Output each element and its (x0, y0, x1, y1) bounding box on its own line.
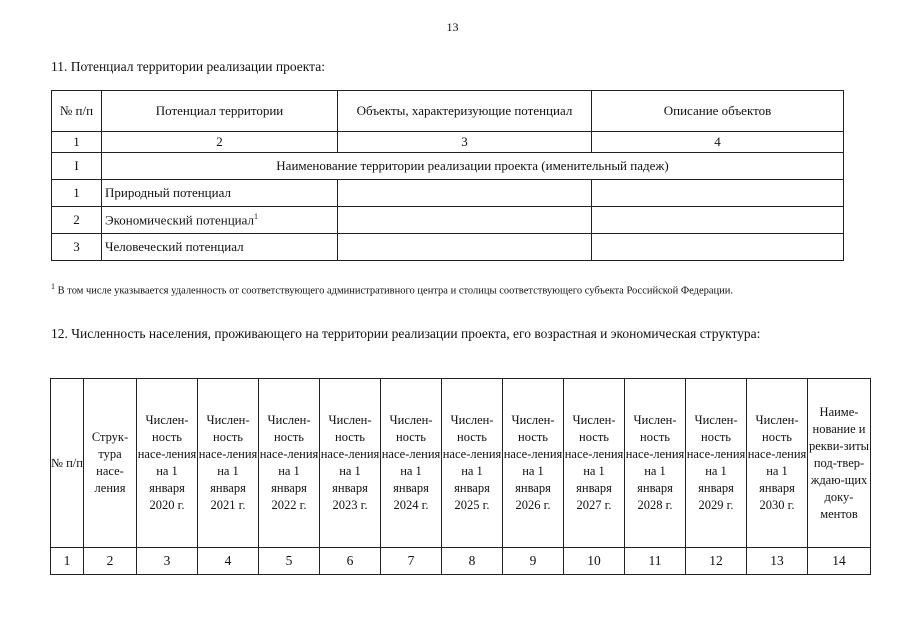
column-number: 4 (592, 132, 844, 153)
header-cell: Описание объектов (592, 91, 844, 132)
header-cell: Числен-ность насе-ления на 1 января 2021 г. (198, 379, 259, 548)
row-number: 3 (52, 234, 102, 261)
territory-number: I (52, 153, 102, 180)
header-cell: Числен-ность насе-ления на 1 января 2024 г. (381, 379, 442, 548)
section-11-heading: 11. Потенциал территории реализации проекта: (51, 59, 325, 74)
page-number: 13 (446, 20, 459, 34)
column-number: 2 (102, 132, 338, 153)
table-header-row (52, 91, 844, 132)
footnote-text: В том числе указывается удаленность от соответствующего административного центра и столицы соответствующего субъекта Российской Федерации. (55, 285, 734, 297)
column-number: 1 (52, 132, 102, 153)
header-cell: Числен-ность насе-ления на 1 января 2027 г. (564, 379, 625, 548)
row-number: 2 (52, 207, 102, 234)
territory-potential-table (51, 90, 844, 261)
header-cell: Числен-ность насе-ления на 1 января 2025 г. (442, 379, 503, 548)
column-number-row (51, 548, 871, 575)
row-label-text: Природный потенциал (105, 185, 231, 200)
table-row (52, 207, 844, 234)
header-cell: Числен-ность насе-ления на 1 января 2020 г. (137, 379, 198, 548)
row-number: 1 (52, 180, 102, 207)
column-number: 4 (198, 548, 259, 575)
header-cell: Наиме-нование и рекви-зиты под-твер-ждаю-щих доку-ментов (808, 379, 871, 548)
empty-cell (338, 234, 592, 261)
column-number: 9 (503, 548, 564, 575)
row-label (102, 207, 338, 234)
row-label-text: Экономический потенциал (105, 212, 254, 228)
row-label (102, 234, 338, 261)
footnote-reference: 1 (254, 211, 258, 221)
empty-cell (338, 207, 592, 234)
column-number: 2 (84, 548, 137, 575)
column-number: 13 (747, 548, 808, 575)
table-header-row (51, 379, 871, 548)
empty-cell (592, 180, 844, 207)
header-cell: № п/п (51, 379, 84, 548)
population-table (50, 378, 871, 575)
footnote-mark: 1 (51, 282, 55, 291)
column-number-row (52, 132, 844, 153)
row-label-text: Человеческий потенциал (105, 239, 244, 254)
territory-row (52, 153, 844, 180)
column-number: 10 (564, 548, 625, 575)
header-cell: Числен-ность насе-ления на 1 января 2030 г. (747, 379, 808, 548)
territory-name-cell: Наименование территории реализации проекта (именительный падеж) (102, 153, 844, 180)
column-number: 7 (381, 548, 442, 575)
column-number: 6 (320, 548, 381, 575)
header-cell: Числен-ность насе-ления на 1 января 2028 г. (625, 379, 686, 548)
column-number: 3 (338, 132, 592, 153)
header-cell: Струк-тура насе-ления (84, 379, 137, 548)
header-cell: Числен-ность насе-ления на 1 января 2029 г. (686, 379, 747, 548)
header-cell: Числен-ность насе-ления на 1 января 2026 г. (503, 379, 564, 548)
header-cell: № п/п (52, 91, 102, 132)
row-label (102, 180, 338, 207)
header-cell: Числен-ность насе-ления на 1 января 2023 г. (320, 379, 381, 548)
column-number: 12 (686, 548, 747, 575)
empty-cell (592, 207, 844, 234)
column-number: 1 (51, 548, 84, 575)
table-row (52, 180, 844, 207)
empty-cell (592, 234, 844, 261)
column-number: 5 (259, 548, 320, 575)
footnote (51, 280, 843, 299)
column-number: 3 (137, 548, 198, 575)
header-cell: Потенциал территории (102, 91, 338, 132)
table-row (52, 234, 844, 261)
empty-cell (338, 180, 592, 207)
header-cell: Числен-ность насе-ления на 1 января 2022 г. (259, 379, 320, 548)
column-number: 8 (442, 548, 503, 575)
header-cell: Объекты, характеризующие потенциал (338, 91, 592, 132)
section-12-heading: 12. Численность населения, проживающего на территории реализации проекта, его возрастная и экономическая структура: (51, 326, 761, 341)
column-number: 14 (808, 548, 871, 575)
column-number: 11 (625, 548, 686, 575)
